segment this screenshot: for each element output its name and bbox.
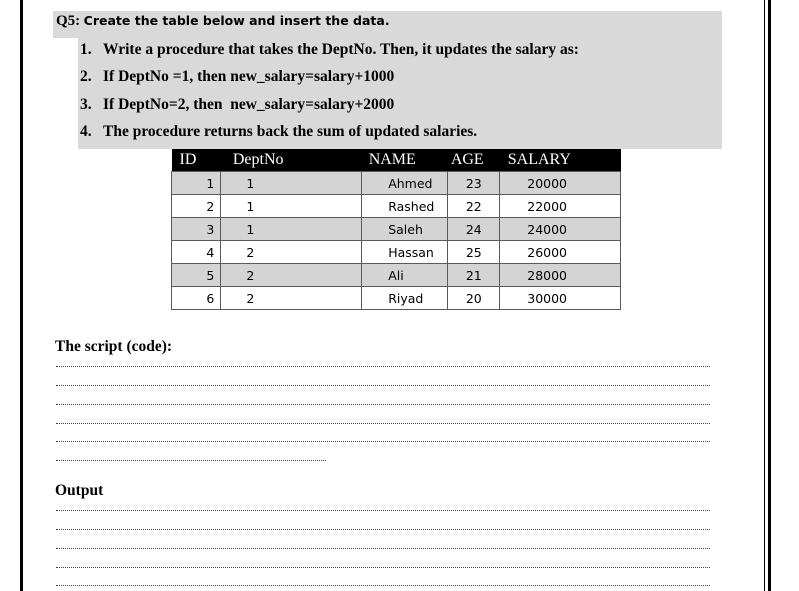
step-2 — [80, 68, 394, 86]
page-border-right — [768, 0, 771, 591]
cell-salary: 20000 — [500, 172, 621, 195]
cell-deptno: 1 — [221, 195, 362, 218]
cell-deptno: 2 — [221, 264, 362, 287]
cell-id: 2 — [172, 195, 221, 218]
cell-id: 5 — [172, 264, 221, 287]
table-row — [172, 264, 621, 287]
cell-deptno: 1 — [221, 172, 362, 195]
cell-id: 4 — [172, 241, 221, 264]
answer-line — [56, 585, 710, 586]
cell-age: 25 — [448, 241, 500, 264]
step-3 — [80, 96, 394, 114]
cell-deptno: 1 — [221, 218, 362, 241]
table-header-row — [172, 149, 621, 172]
header-name: NAME — [362, 149, 448, 172]
cell-name: Saleh — [362, 218, 448, 241]
cell-salary: 28000 — [500, 264, 621, 287]
step-number: 2. — [80, 68, 92, 85]
step-text: If DeptNo=2, then new_salary=salary+2000 — [103, 96, 395, 113]
step-text: Write a procedure that takes the DeptNo. Then, it updates the salary as: — [103, 41, 579, 58]
cell-id: 3 — [172, 218, 221, 241]
answer-line — [56, 567, 710, 568]
employee-table — [171, 149, 621, 310]
step-1 — [80, 41, 579, 59]
cell-salary: 26000 — [500, 241, 621, 264]
answer-line — [56, 510, 710, 511]
cell-deptno: 2 — [221, 241, 362, 264]
header-age: AGE — [448, 149, 500, 172]
cell-id: 6 — [172, 287, 221, 310]
answer-line — [56, 385, 710, 386]
cell-salary: 22000 — [500, 195, 621, 218]
table-row — [172, 241, 621, 264]
cell-age: 23 — [448, 172, 500, 195]
cell-name: Riyad — [362, 287, 448, 310]
question-instruction: Create the table below and insert the data. — [83, 13, 390, 28]
step-4 — [80, 123, 477, 141]
step-text: The procedure returns back the sum of updated salaries. — [103, 123, 478, 140]
cell-salary: 30000 — [500, 287, 621, 310]
answer-line — [56, 548, 710, 549]
answer-line — [56, 529, 710, 530]
question-number: Q5: — [56, 13, 81, 29]
cell-deptno: 2 — [221, 287, 362, 310]
cell-age: 24 — [448, 218, 500, 241]
step-number: 4. — [80, 123, 92, 140]
answer-line — [56, 441, 710, 442]
header-id: ID — [172, 149, 221, 172]
step-text: If DeptNo =1, then new_salary=salary+1000 — [103, 68, 395, 85]
step-number: 1. — [80, 41, 92, 58]
table-row — [172, 287, 621, 310]
question-heading — [56, 13, 390, 30]
script-label: The script (code): — [55, 338, 173, 355]
cell-name: Ahmed — [362, 172, 448, 195]
cell-name: Rashed — [362, 195, 448, 218]
header-deptno: DeptNo — [221, 149, 362, 172]
cell-age: 22 — [448, 195, 500, 218]
step-number: 3. — [80, 96, 92, 113]
table-row — [172, 172, 621, 195]
header-salary: SALARY — [500, 149, 621, 172]
cell-id: 1 — [172, 172, 221, 195]
answer-line — [56, 460, 326, 461]
table-row — [172, 195, 621, 218]
answer-line — [56, 404, 710, 405]
cell-age: 20 — [448, 287, 500, 310]
table-row — [172, 218, 621, 241]
page-border-right-inner — [764, 0, 765, 591]
answer-line — [56, 366, 710, 367]
cell-name: Ali — [362, 264, 448, 287]
cell-name: Hassan — [362, 241, 448, 264]
cell-age: 21 — [448, 264, 500, 287]
output-label: Output — [55, 482, 104, 499]
answer-line — [56, 423, 710, 424]
cell-salary: 24000 — [500, 218, 621, 241]
page-border-left — [20, 0, 23, 591]
